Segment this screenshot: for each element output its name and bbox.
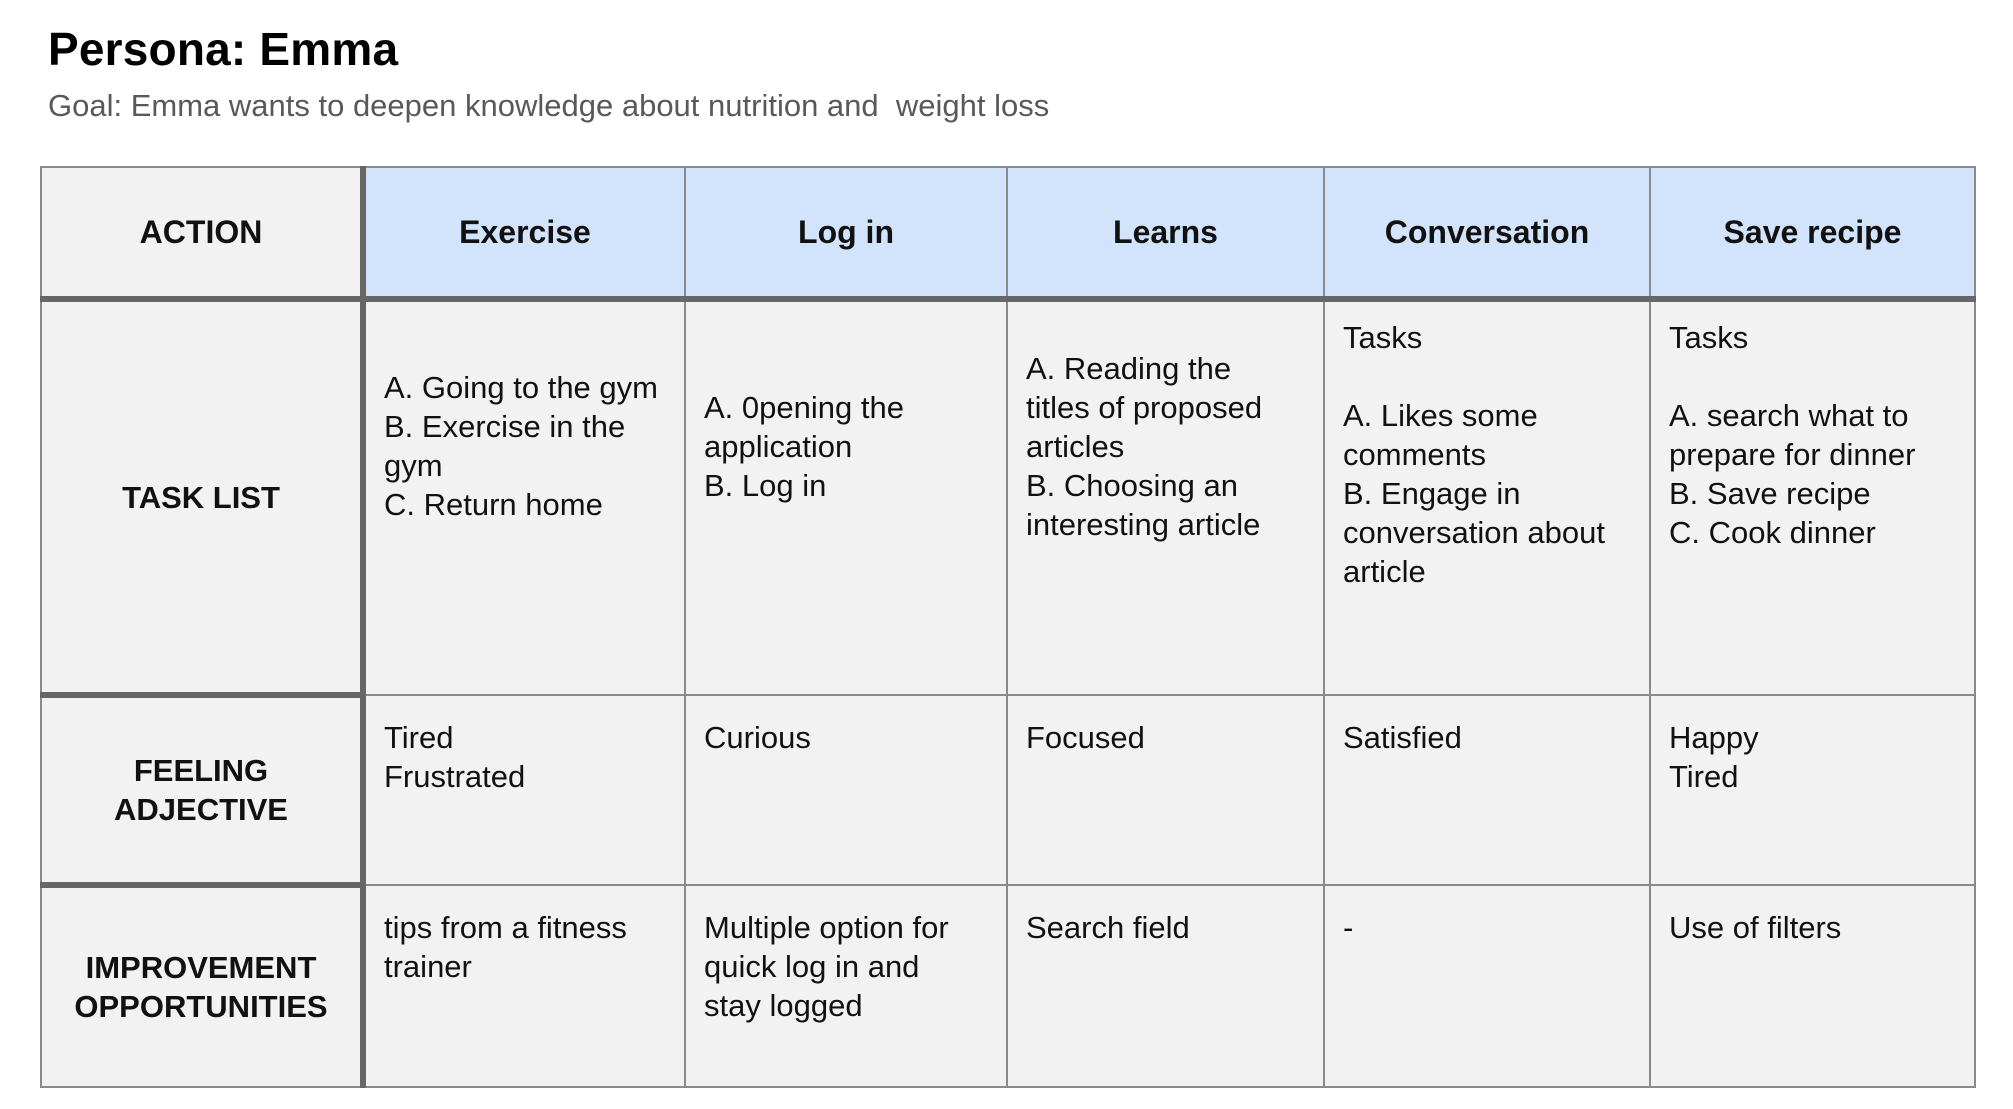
improvement-text: Use of filters — [1669, 910, 1842, 945]
action-header-learns: Learns — [1007, 167, 1324, 299]
row-label-action: ACTION — [41, 167, 363, 299]
row-label-feeling: FEELING ADJECTIVE — [41, 695, 363, 885]
task-cell-learns — [1007, 299, 1324, 695]
task-text: A. 0pening the application B. Log in — [704, 389, 904, 503]
improvement-text: - — [1343, 910, 1354, 945]
action-header-log-in: Log in — [685, 167, 1007, 299]
feeling-text: Curious — [704, 720, 811, 755]
task-cell-save-recipe — [1650, 299, 1975, 695]
feeling-cell-exercise — [363, 695, 685, 885]
action-header-save-recipe: Save recipe — [1650, 167, 1975, 299]
task-text: A. Going to the gym B. Exercise in the gym C. Return home — [384, 370, 658, 522]
improvement-cell-log-in — [685, 885, 1007, 1087]
task-cell-conversation — [1324, 299, 1650, 695]
journey-map-table — [40, 166, 1976, 1088]
row-label-improvement: IMPROVEMENT OPPORTUNITIES — [41, 885, 363, 1087]
improvement-cell-exercise — [363, 885, 685, 1087]
improvement-cell-learns — [1007, 885, 1324, 1087]
feeling-text: Tired Frustrated — [384, 720, 526, 794]
feeling-cell-conversation — [1324, 695, 1650, 885]
feeling-text: Satisfied — [1343, 720, 1462, 755]
feeling-cell-log-in — [685, 695, 1007, 885]
feeling-row — [41, 695, 1975, 885]
row-label-task-list: TASK LIST — [41, 299, 363, 695]
action-header-conversation: Conversation — [1324, 167, 1650, 299]
persona-goal: Goal: Emma wants to deepen knowledge about nutrition and weight loss — [48, 88, 1050, 123]
improvement-text: Search field — [1026, 910, 1190, 945]
improvement-text: tips from a fitness trainer — [384, 910, 627, 984]
improvement-cell-conversation — [1324, 885, 1650, 1087]
feeling-text: Focused — [1026, 720, 1145, 755]
action-header-exercise: Exercise — [363, 167, 685, 299]
improvement-text: Multiple option for quick log in and stay logged — [704, 910, 949, 1023]
task-list-row — [41, 299, 1975, 695]
task-text: A. Reading the titles of proposed articles B. Choosing an interesting article — [1026, 350, 1263, 542]
feeling-cell-save-recipe — [1650, 695, 1975, 885]
improvement-cell-save-recipe — [1650, 885, 1975, 1087]
task-text: Tasks A. search what to prepare for dinner B. Save recipe C. Cook dinner — [1669, 320, 1916, 550]
feeling-text: Happy Tired — [1669, 720, 1759, 794]
task-text: Tasks A. Likes some comments B. Engage in conversation about article — [1343, 320, 1605, 589]
feeling-cell-learns — [1007, 695, 1324, 885]
task-cell-log-in — [685, 299, 1007, 695]
page-title: Persona: Emma — [48, 23, 399, 75]
improvement-row — [41, 885, 1975, 1087]
task-cell-exercise — [363, 299, 685, 695]
action-row — [41, 167, 1975, 299]
